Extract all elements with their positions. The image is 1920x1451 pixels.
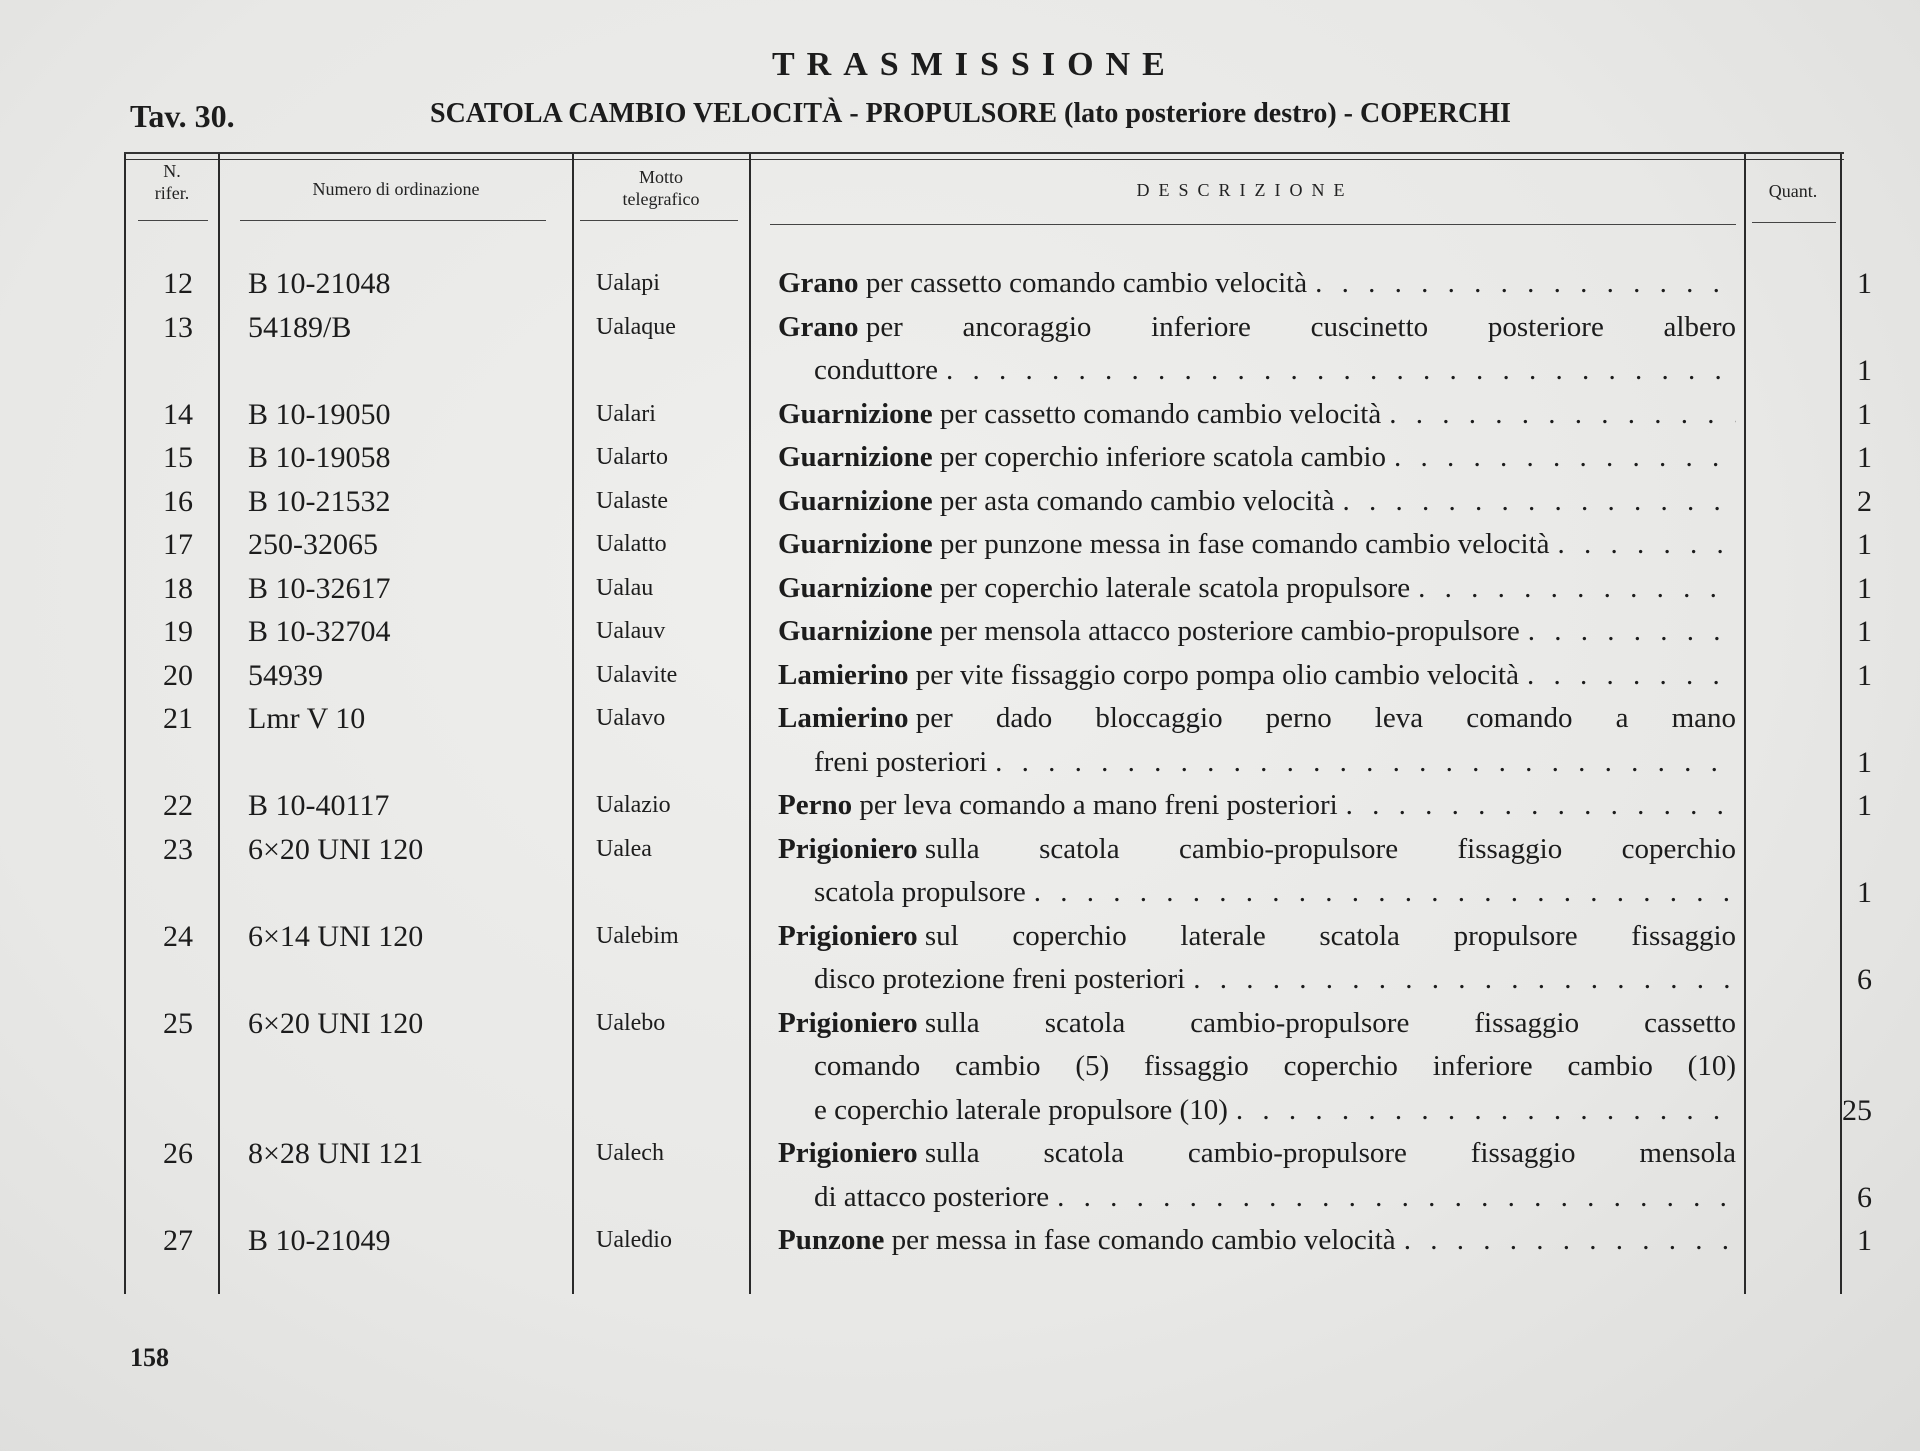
header-underline — [1752, 222, 1836, 223]
ref-number: 25 — [163, 1006, 193, 1040]
leader-dots — [1404, 1219, 1736, 1263]
ref-number: 22 — [163, 789, 193, 822]
telegraphic-code: Ualech — [596, 1140, 664, 1166]
quantity: 1 — [1857, 397, 1872, 431]
description-line — [778, 1176, 1736, 1220]
quantity: 1 — [1857, 658, 1872, 692]
description-text: per punzone messa in fase comando cambio velocità — [939, 528, 1550, 560]
table-row — [0, 306, 1920, 393]
ref-number: 15 — [163, 441, 193, 474]
ref-number: 24 — [163, 919, 193, 953]
table-row — [0, 610, 1920, 654]
description-text: per leva comando a mano freni posteriori — [859, 789, 1338, 821]
ref-number: 14 — [163, 397, 193, 431]
part-name: Lamierino — [778, 658, 909, 691]
part-name: Punzone — [778, 1224, 885, 1256]
header-motto-line2: telegrafico — [622, 189, 700, 209]
description-line — [778, 1089, 1736, 1133]
order-number: B 10-21049 — [248, 1224, 391, 1257]
table-row — [0, 1132, 1920, 1219]
ref-number: 26 — [163, 1137, 193, 1170]
table-row — [0, 1219, 1920, 1263]
description-text: sulla scatola cambio-propulsore fissaggio cassetto — [924, 1006, 1736, 1039]
leader-dots — [946, 349, 1736, 393]
order-number: B 10-32617 — [248, 571, 391, 605]
table-row — [0, 915, 1920, 1002]
description-text: di attacco posteriore — [814, 1180, 1050, 1213]
telegraphic-code: Ualebim — [596, 922, 679, 949]
header-description: DESCRIZIONE — [1136, 180, 1354, 200]
description-text: disco protezione freni posteriori — [814, 963, 1186, 995]
leader-dots — [1236, 1089, 1736, 1133]
telegraphic-code: Ualea — [596, 835, 652, 862]
ref-number: 20 — [163, 658, 193, 692]
order-number: 54189/B — [248, 310, 352, 344]
description-line — [778, 436, 1736, 480]
order-number: Lmr V 10 — [248, 702, 366, 735]
table-row — [0, 393, 1920, 437]
order-number: B 10-19058 — [248, 441, 391, 474]
description-text: per asta comando cambio velocità — [939, 484, 1335, 517]
leader-dots — [1193, 958, 1736, 1002]
description-text: scatola propulsore — [814, 876, 1026, 908]
table-number: Tav. 30. — [130, 98, 235, 134]
leader-dots — [1342, 480, 1736, 524]
table-row — [0, 654, 1920, 698]
description-line — [778, 1219, 1736, 1263]
description-text: per ancoraggio inferiore cuscinetto posteriore albero — [865, 310, 1736, 343]
description-line — [778, 1002, 1736, 1046]
description-text: conduttore — [814, 354, 939, 386]
header-motto-line1: Motto — [638, 167, 683, 187]
quantity: 1 — [1857, 441, 1872, 474]
ref-number: 18 — [163, 571, 193, 605]
ref-number: 27 — [163, 1224, 193, 1257]
part-name: Guarnizione — [778, 615, 933, 647]
quantity: 1 — [1857, 571, 1872, 605]
order-number: 250-32065 — [248, 528, 378, 561]
part-name: Perno — [778, 789, 853, 821]
quantity: 2 — [1857, 484, 1872, 518]
parts-table — [0, 262, 1920, 1263]
part-name: Guarnizione — [778, 441, 933, 473]
description — [778, 697, 1736, 784]
leader-dots — [1315, 262, 1736, 306]
table-row — [0, 480, 1920, 524]
description — [778, 915, 1736, 1002]
leader-dots — [1394, 436, 1736, 480]
quantity: 1 — [1857, 1224, 1872, 1257]
description-line — [778, 567, 1736, 611]
header-underline — [138, 220, 208, 221]
ref-number: 12 — [163, 267, 193, 300]
quantity: 25 — [1842, 1093, 1872, 1127]
description — [778, 567, 1736, 611]
telegraphic-code: Ualari — [596, 400, 656, 427]
leader-dots — [1034, 871, 1736, 915]
description-line — [778, 697, 1736, 741]
description-line — [778, 784, 1736, 828]
telegraphic-code: Ualaque — [596, 313, 676, 340]
quantity: 1 — [1857, 267, 1872, 300]
leader-dots — [1389, 393, 1736, 437]
description — [778, 262, 1736, 306]
telegraphic-code: Ualavite — [596, 661, 678, 688]
table-row — [0, 784, 1920, 828]
quantity: 1 — [1857, 615, 1872, 648]
description-text: freni posteriori — [814, 745, 988, 778]
order-number: 8×28 UNI 121 — [248, 1137, 424, 1170]
ref-number: 21 — [163, 702, 193, 735]
quantity: 1 — [1857, 789, 1872, 822]
description — [778, 1002, 1736, 1133]
table-row — [0, 697, 1920, 784]
description-line — [778, 828, 1736, 872]
description — [778, 1219, 1736, 1263]
telegraphic-code: Ualau — [596, 574, 654, 601]
part-name: Prigioniero — [778, 1137, 918, 1169]
description — [778, 436, 1736, 480]
leader-dots — [1418, 567, 1736, 611]
ref-number: 23 — [163, 832, 193, 866]
description-line — [778, 349, 1736, 393]
header-underline — [580, 220, 738, 221]
telegraphic-code: Ualebo — [596, 1009, 666, 1036]
ref-number: 19 — [163, 615, 193, 648]
part-name: Guarnizione — [778, 528, 933, 560]
leader-dots — [1346, 784, 1736, 828]
table-row — [0, 436, 1920, 480]
telegraphic-code: Ualauv — [596, 618, 666, 644]
part-name: Guarnizione — [778, 397, 933, 430]
order-number: B 10-21048 — [248, 267, 391, 300]
part-name: Prigioniero — [778, 832, 918, 865]
description-line — [778, 654, 1736, 698]
order-number: 6×14 UNI 120 — [248, 919, 424, 953]
order-number: B 10-21532 — [248, 484, 391, 518]
order-number: 54939 — [248, 658, 323, 692]
description-text: per messa in fase comando cambio velocità — [891, 1224, 1396, 1256]
header-underline — [240, 220, 546, 221]
order-number: 6×20 UNI 120 — [248, 832, 424, 866]
part-name: Grano — [778, 310, 859, 343]
ref-number: 16 — [163, 484, 193, 518]
description-line — [778, 1045, 1736, 1089]
quantity: 1 — [1857, 354, 1872, 387]
description-line — [778, 393, 1736, 437]
description-line — [778, 306, 1736, 350]
description-line — [778, 480, 1736, 524]
quantity: 6 — [1857, 1180, 1872, 1214]
table-row — [0, 262, 1920, 306]
part-name: Lamierino — [778, 702, 909, 734]
telegraphic-code: Ualavo — [596, 705, 666, 731]
description — [778, 393, 1736, 437]
part-name: Prigioniero — [778, 1006, 918, 1039]
quantity: 1 — [1857, 528, 1872, 561]
description — [778, 523, 1736, 567]
ref-number: 13 — [163, 310, 193, 344]
description-text: per mensola attacco posteriore cambio-propulsore — [939, 615, 1520, 647]
description-text: per coperchio laterale scatola propulsore — [939, 571, 1411, 604]
description — [778, 306, 1736, 393]
description-line — [778, 523, 1736, 567]
description-text: per coperchio inferiore scatola cambio — [939, 441, 1386, 473]
description-line — [778, 610, 1736, 654]
telegraphic-code: Ualedio — [596, 1227, 672, 1253]
table-row — [0, 567, 1920, 611]
description-text: sul coperchio laterale scatola propulsore fissaggio — [924, 919, 1736, 952]
telegraphic-code: Ualarto — [596, 444, 668, 470]
description-text: sulla scatola cambio-propulsore fissaggio mensola — [924, 1137, 1736, 1169]
quantity: 6 — [1857, 963, 1872, 996]
header-order-number: Numero di ordinazione — [312, 179, 480, 199]
description-line — [778, 871, 1736, 915]
description — [778, 610, 1736, 654]
part-name: Prigioniero — [778, 919, 918, 952]
description-text: sulla scatola cambio-propulsore fissaggio coperchio — [924, 832, 1736, 865]
description — [778, 480, 1736, 524]
description-line — [778, 262, 1736, 306]
description — [778, 784, 1736, 828]
section-title: TRASMISSIONE — [772, 46, 1177, 83]
description-line — [778, 1132, 1736, 1176]
table-row — [0, 523, 1920, 567]
description — [778, 1132, 1736, 1219]
order-number: B 10-32704 — [248, 615, 391, 648]
table-row — [0, 828, 1920, 915]
quantity: 1 — [1857, 876, 1872, 909]
table-subtitle: SCATOLA CAMBIO VELOCITÀ - PROPULSORE (lato posteriore destro) - COPERCHI — [430, 98, 1511, 129]
description-text: per dado bloccaggio perno leva comando a mano — [915, 702, 1736, 734]
header-quantity: Quant. — [1768, 181, 1818, 201]
header-motto — [578, 166, 744, 210]
description-text: comando cambio (5) fissaggio coperchio inferiore cambio (10) — [814, 1050, 1736, 1082]
description-text: per cassetto comando cambio velocità — [865, 267, 1308, 299]
header-ref — [130, 160, 214, 204]
leader-dots — [1057, 1176, 1736, 1220]
description-text: per vite fissaggio corpo pompa olio cambio velocità — [915, 658, 1519, 691]
description — [778, 828, 1736, 915]
table-row — [0, 1002, 1920, 1133]
leader-dots — [1528, 610, 1736, 654]
page-number: 158 — [130, 1343, 169, 1372]
telegraphic-code: Ualaste — [596, 487, 668, 514]
leader-dots — [1527, 654, 1736, 698]
part-name: Grano — [778, 267, 859, 299]
leader-dots — [995, 741, 1736, 785]
header-underline — [770, 224, 1736, 225]
telegraphic-code: Ualatto — [596, 531, 667, 557]
ref-number: 17 — [163, 528, 193, 561]
part-name: Guarnizione — [778, 571, 933, 604]
description — [778, 654, 1736, 698]
header-ref-line1: N. — [163, 161, 181, 181]
description-line — [778, 915, 1736, 959]
order-number: B 10-19050 — [248, 397, 391, 431]
header-ref-line2: rifer. — [154, 183, 190, 203]
telegraphic-code: Ualapi — [596, 270, 660, 296]
telegraphic-code: Ualazio — [596, 792, 671, 818]
quantity: 1 — [1857, 745, 1872, 779]
description-line — [778, 741, 1736, 785]
order-number: 6×20 UNI 120 — [248, 1006, 424, 1040]
description-text: per cassetto comando cambio velocità — [939, 397, 1382, 430]
top-rule — [124, 152, 1844, 154]
top-rule-thin — [124, 159, 1844, 160]
part-name: Guarnizione — [778, 484, 933, 517]
order-number: B 10-40117 — [248, 789, 390, 822]
description-text: e coperchio laterale propulsore (10) — [814, 1093, 1228, 1126]
leader-dots — [1558, 523, 1736, 567]
description-line — [778, 958, 1736, 1002]
